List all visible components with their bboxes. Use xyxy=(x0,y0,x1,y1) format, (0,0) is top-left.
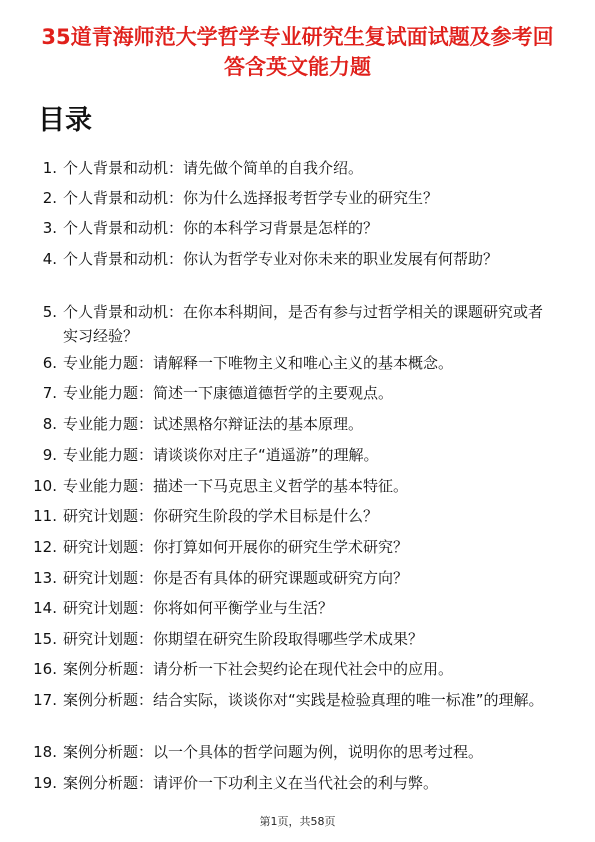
toc-item-number: 17. xyxy=(33,691,57,709)
toc-item-text: 个人背景和动机：你的本科学习背景是怎样的？ xyxy=(63,219,379,237)
toc-item-text: 研究计划题：你期望在研究生阶段取得哪些学术成果？ xyxy=(63,630,424,648)
toc-item-number: 8. xyxy=(42,415,57,433)
toc-item-number: 14. xyxy=(33,599,57,617)
toc-item-text: 专业能力题：描述一下马克思主义哲学的基本特征。 xyxy=(63,477,409,495)
toc-item-text: 个人背景和动机：在你本科期间，是否有参与过哲学相关的课题研究或者实习经验？ xyxy=(63,303,544,345)
toc-item-number: 16. xyxy=(33,660,57,678)
toc-item-number: 6. xyxy=(42,354,57,372)
document-title: 35道青海师范大学哲学专业研究生复试面试题及参考回答含英文能力题 xyxy=(41,25,554,79)
toc-item-text: 案例分析题：以一个具体的哲学问题为例，说明你的思考过程。 xyxy=(63,743,484,761)
toc-item-text: 研究计划题：你打算如何开展你的研究生学术研究？ xyxy=(63,538,409,556)
toc-item-number: 15. xyxy=(33,630,57,648)
toc-item-text: 研究计划题：你将如何平衡学业与生活？ xyxy=(63,599,334,617)
toc-item-number: 18. xyxy=(33,743,57,761)
toc-heading: 目录 xyxy=(38,105,92,136)
toc-item-number: 1. xyxy=(42,159,57,177)
toc-item-text: 研究计划题：你是否有具体的研究课题或研究方向？ xyxy=(63,569,409,587)
toc-item-text: 研究计划题：你研究生阶段的学术目标是什么？ xyxy=(63,507,379,525)
toc-item-number: 7. xyxy=(42,384,57,402)
toc-item-number: 13. xyxy=(33,569,57,587)
toc-item-text: 案例分析题：请评价一下功利主义在当代社会的利与弊。 xyxy=(63,774,439,792)
toc-item-text: 专业能力题：请解释一下唯物主义和唯心主义的基本概念。 xyxy=(63,354,454,372)
toc-item-number: 10. xyxy=(33,477,57,495)
toc-item-text: 专业能力题：试述黑格尔辩证法的基本原理。 xyxy=(63,415,364,433)
toc-item-number: 12. xyxy=(33,538,57,556)
toc-item-number: 11. xyxy=(33,507,57,525)
toc-item-text: 专业能力题：简述一下康德道德哲学的主要观点。 xyxy=(63,384,394,402)
toc-item-number: 3. xyxy=(42,219,57,237)
toc-item-text: 案例分析题：结合实际，谈谈你对“实践是检验真理的唯一标准”的理解。 xyxy=(63,691,544,709)
toc-item-number: 5. xyxy=(42,303,57,321)
toc-item-text: 案例分析题：请分析一下社会契约论在现代社会中的应用。 xyxy=(63,660,454,678)
toc-item-number: 4. xyxy=(42,250,57,268)
page-footer: 第1页，共58页 xyxy=(259,815,336,828)
toc-item-number: 19. xyxy=(33,774,57,792)
toc-item-number: 2. xyxy=(42,189,57,207)
toc-item-text: 个人背景和动机：请先做个简单的自我介绍。 xyxy=(63,159,364,177)
toc-item-text: 个人背景和动机：你认为哲学专业对你未来的职业发展有何帮助？ xyxy=(63,250,499,268)
toc-item-text: 专业能力题：请谈谈你对庄子“逍遥游”的理解。 xyxy=(63,446,379,464)
toc-item-number: 9. xyxy=(42,446,57,464)
toc-item-text: 个人背景和动机：你为什么选择报考哲学专业的研究生？ xyxy=(63,189,439,207)
